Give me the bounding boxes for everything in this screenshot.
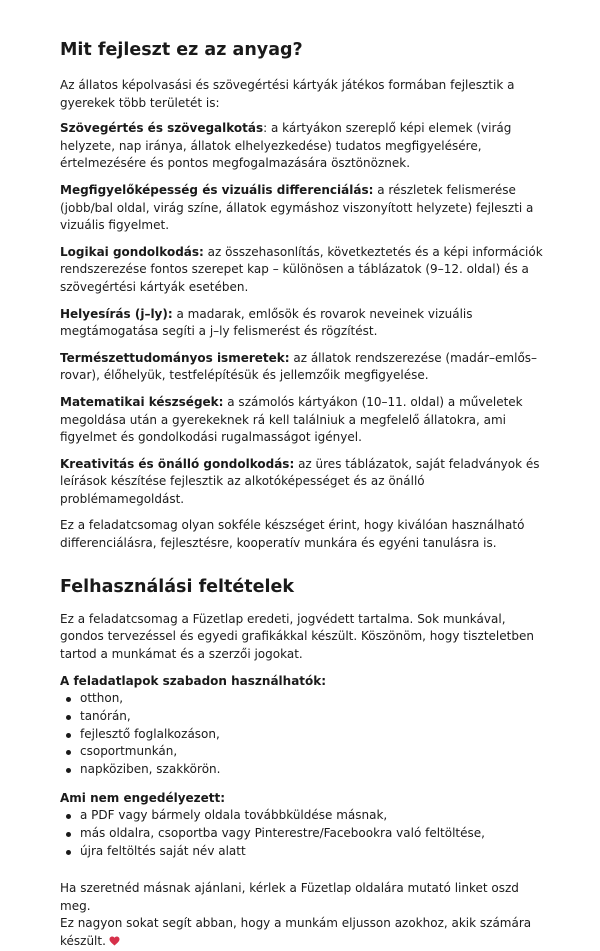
closing-line-text: Ez nagyon sokat segít abban, hogy a munkám eljusson azokhoz, akik számára készült.	[60, 916, 532, 948]
heart-icon	[109, 936, 120, 946]
list-item: más oldalra, csoportba vagy Pinterestre/Facebookra való feltöltése,	[60, 825, 550, 843]
skill-paragraph	[60, 244, 550, 297]
list-item: fejlesztő foglalkozáson,	[60, 726, 550, 744]
skill-label: Megfigyelőképesség és vizuális differenciálás:	[60, 182, 374, 197]
skill-label: Matematikai készségek:	[60, 394, 224, 409]
forbidden-list	[60, 807, 550, 860]
skill-label: Természettudományos ismeretek:	[60, 350, 290, 365]
closing-line: Ha szeretnéd másnak ajánlani, kérlek a Füzetlap oldalára mutató linket oszd meg.	[60, 881, 519, 913]
allowed-list	[60, 690, 550, 778]
section-title-terms: Felhasználási feltételek	[60, 576, 295, 597]
skill-paragraph	[60, 306, 550, 341]
skill-text: a számolós kártyákon (10–11. oldal) a műveletek megoldása után a gyerekeknek rá kell találniuk a megfelelő állatokra, ami figyelmet és gondolkodási rugalmasságot igényel.	[60, 394, 523, 445]
skill-paragraph	[60, 120, 550, 173]
skill-paragraph	[60, 456, 550, 509]
skill-label: Logikai gondolkodás:	[60, 244, 204, 259]
skill-text: az összehasonlítás, következtetés és a képi információk rendszerezése fontos szerepet kap – különösen a táblázatok (9–12. oldal) és a szövegértési kártyák esetében.	[60, 244, 543, 294]
list-item: tanórán,	[60, 708, 550, 726]
skill-text: a madarak, emlősök és rovarok neveinek vizuális megtámogatása segíti a j–ly felismerést és rögzítést.	[60, 306, 473, 339]
skill-label: Kreativitás és önálló gondolkodás:	[60, 456, 295, 471]
list-item: csoportmunkán,	[60, 743, 550, 761]
skill-label: Helyesírás (j–ly):	[60, 306, 173, 321]
list-item: a PDF vagy bármely oldala továbbküldése másnak,	[60, 807, 550, 825]
skills-summary: Ez a feladatcsomag olyan sokféle készséget érint, hogy kiválóan használható differenciálásra, fejlesztésre, kooperatív munkára és egyéni tanulásra is.	[60, 518, 525, 551]
document-page	[60, 38, 550, 951]
list-item: napköziben, szakkörön.	[60, 761, 550, 779]
section-title-skills: Mit fejleszt ez az anyag?	[60, 40, 303, 60]
list-item: otthon,	[60, 690, 550, 708]
allowed-list-title: A feladatlapok szabadon használhatók:	[60, 674, 327, 689]
closing-line-with-heart	[60, 915, 550, 950]
forbidden-list-title: Ami nem engedélyezett:	[60, 791, 226, 806]
skill-text: : a kártyákon szereplő képi elemek (virág helyzete, nap iránya, állatok elhelyezkedése) tudatos megfigyelésére, értelmezésére és pontos megfogalmazására ösztönöznek.	[60, 121, 512, 171]
list-item: újra feltöltés saját név alatt	[60, 843, 550, 861]
terms-paragraph: Ez a feladatcsomag a Füzetlap eredeti, jogvédett tartalma. Sok munkával, gondos tervezéssel és egyedi grafikákkal készült. Köszönöm, hogy tiszteletben tartod a munkámat és a szerzői jogokat.	[60, 611, 534, 661]
skill-paragraph	[60, 182, 550, 235]
skill-text: a részletek felismerése (jobb/bal oldal, virág színe, állatok egymáshoz viszonyított helyzete) fejleszti a vizuális figyelmet.	[60, 182, 534, 233]
skill-text: az üres táblázatok, saját feladványok és leírások készítése fejlesztik az alkotóképességet és az önálló problémamegoldást.	[60, 456, 540, 506]
skill-text: az állatok rendszerezése (madár–emlős–rovar), élőhelyük, testfelépítésük és jellemzőik megfigyelése.	[60, 350, 538, 383]
skill-paragraph	[60, 394, 550, 447]
skill-paragraph	[60, 350, 550, 385]
intro-paragraph: Az állatos képolvasási és szövegértési kártyák játékos formában fejlesztik a gyerekek több területét is:	[60, 78, 515, 110]
skill-label: Szövegértés és szövegalkotás	[60, 121, 264, 136]
